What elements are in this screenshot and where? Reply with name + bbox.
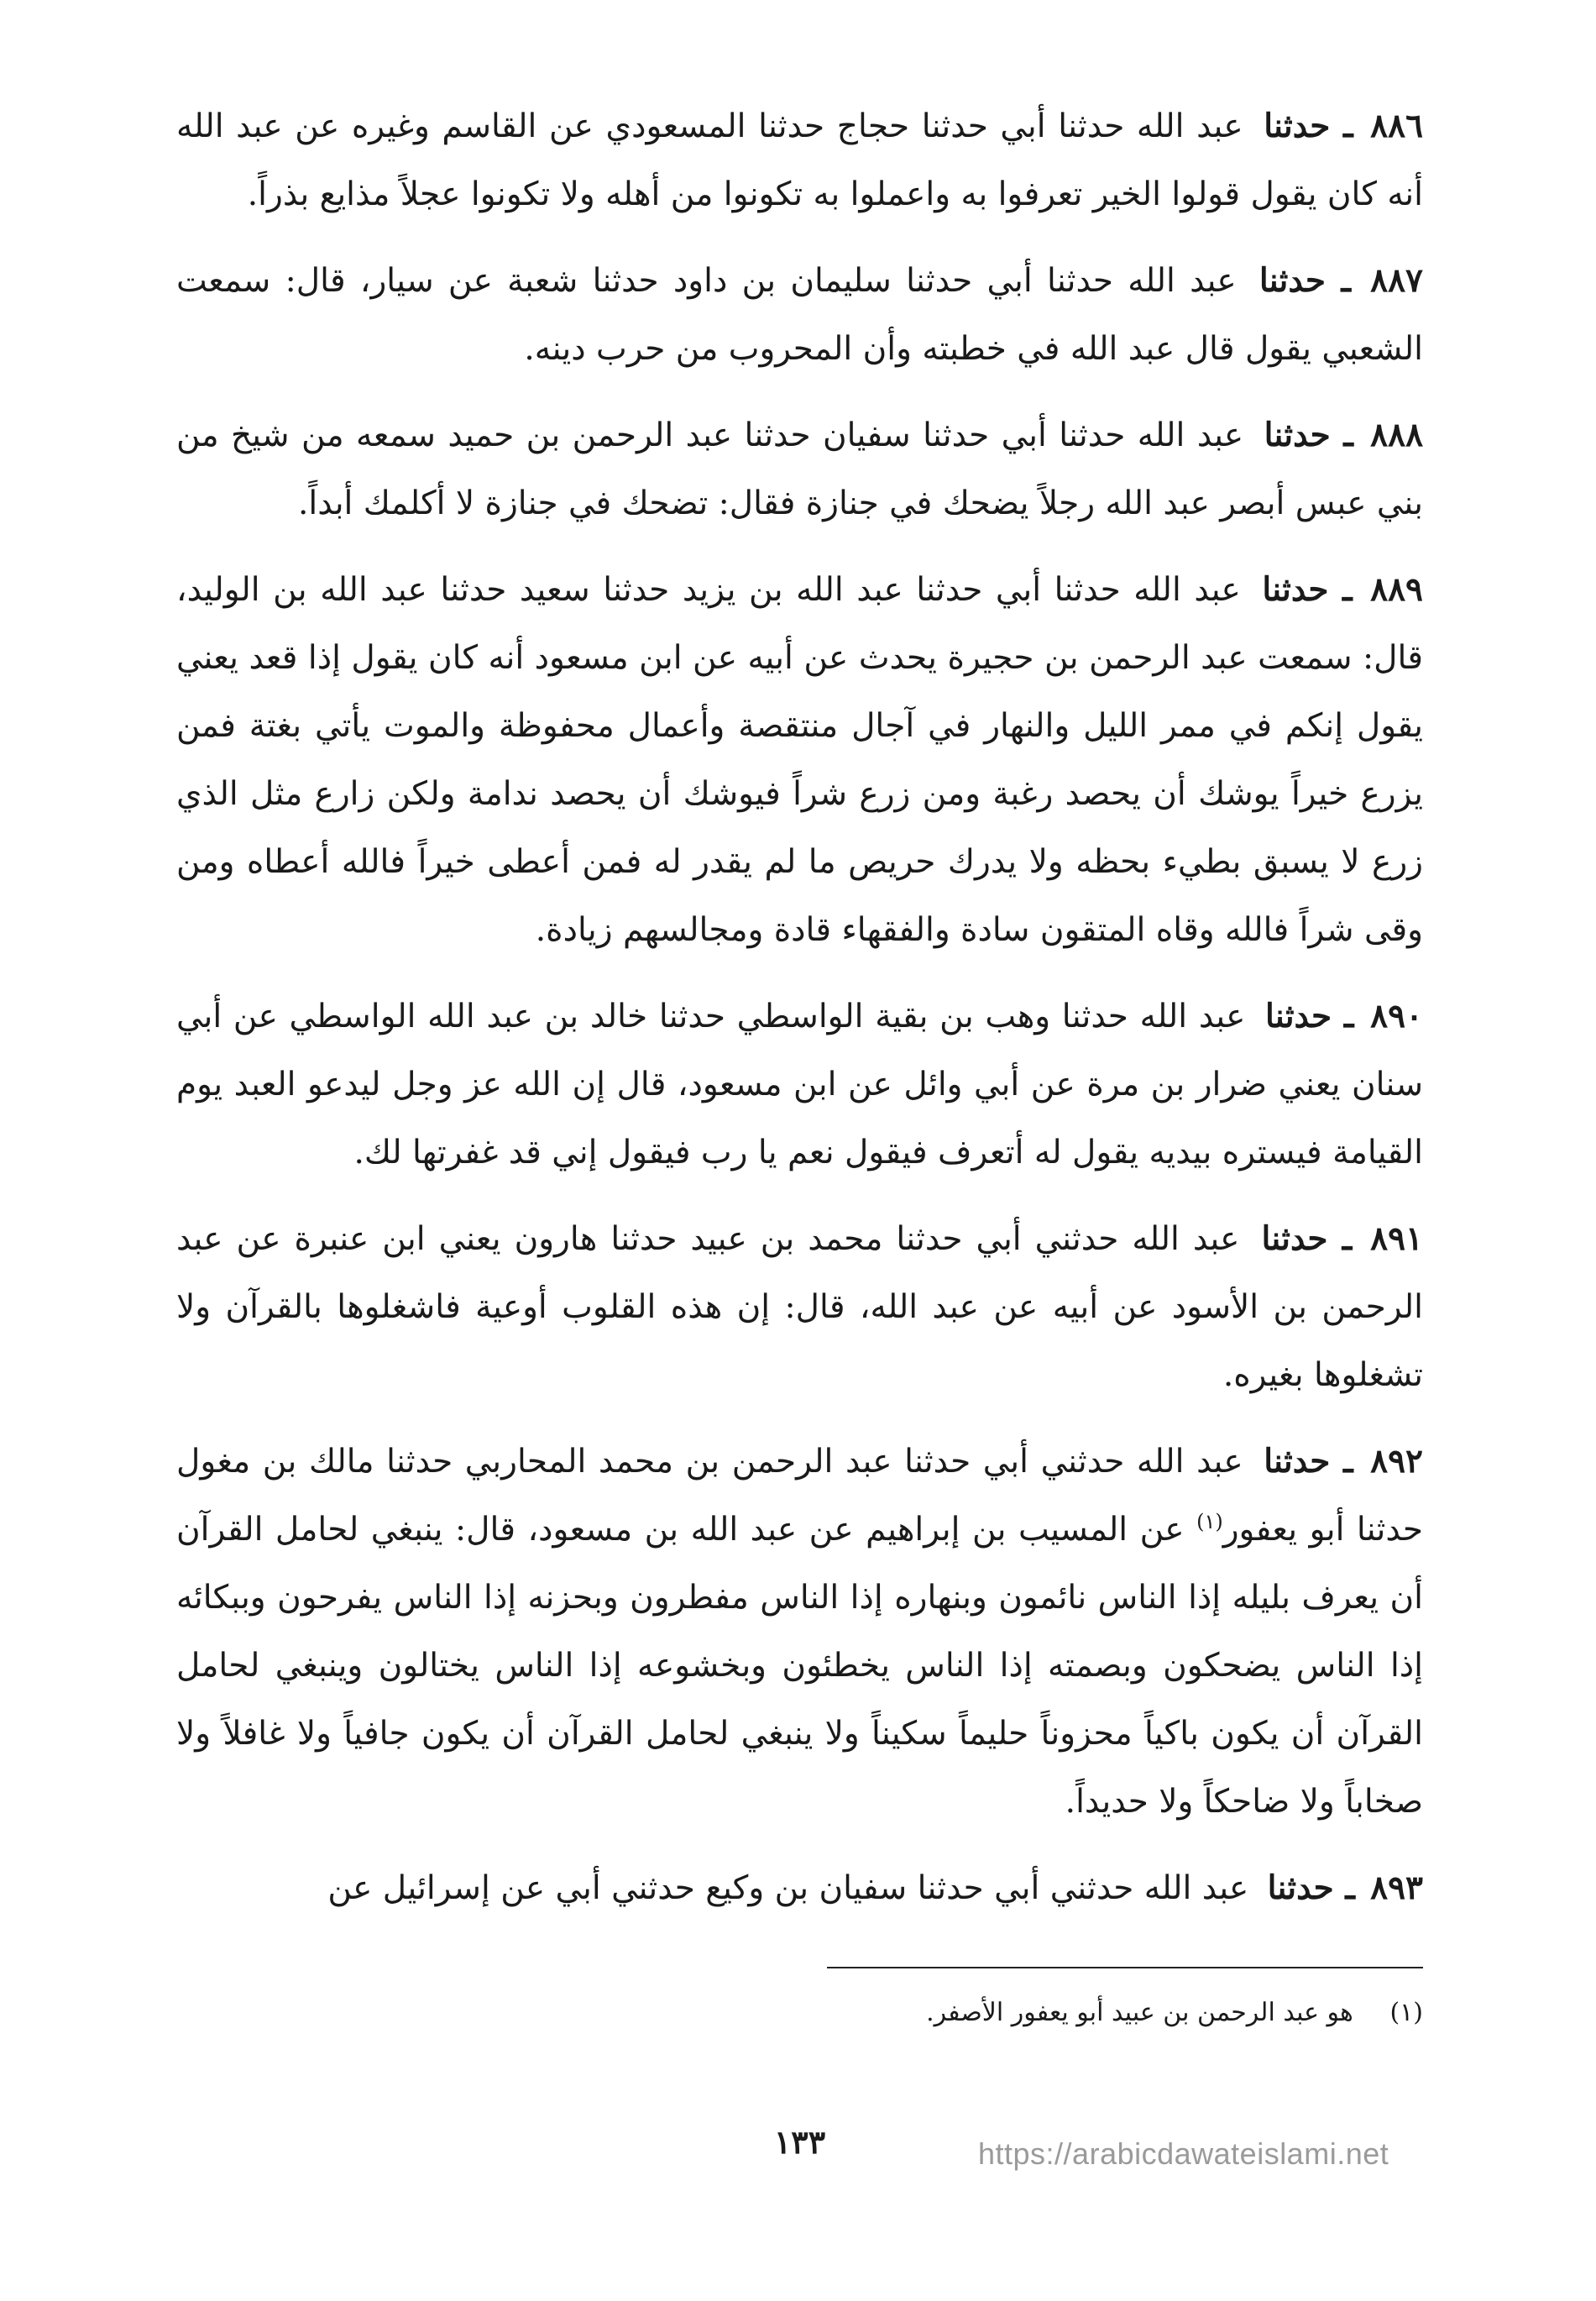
footnote-reference: (١) [1196,1510,1223,1533]
entry-number: ٨٨٩ [1370,570,1423,609]
entry-text: عبد الله حدثني أبي حدثنا عبد الرحمن بن محمد المحاربي حدثنا مالك بن مغول حدثنا أبو يعفور [176,1443,1423,1549]
entry-lead: ـ حدثنا [1264,107,1353,145]
entry-text: عبد الله حدثني أبي حدثنا محمد بن عبيد حدثنا هارون يعني ابن عنبرة عن عبد الرحمن بن الأسود عن أبيه عن عبد الله، قال: إن هذه القلوب أوعية فاشغلوها بالقرآن ولا تشغلوها بغيره. [176,1220,1423,1394]
entry-number: ٨٩١ [1370,1219,1423,1258]
entry-text: عبد الله حدثنا أبي حدثنا عبد الله بن يزيد حدثنا سعيد حدثنا عبد الله بن الوليد، قال: سمعت عبد الرحمن بن حجيرة يحدث عن أبيه عن ابن مسعود أنه كان يقول إذا قعد يعني يقول إنكم في ممر الليل والنهار في آجال منتقصة وأعمال محفوظة والموت يأتي بغتة فمن يزرع خيراً يوشك أن يحصد رغبة ومن زرع شراً فيوشك أن يحصد ندامة ولكن زارع مثل الذي زرع لا يسبق بطيء بحظه ولا يدرك حريص ما لم يقدر له فمن أعطى خيراً فالله أعطاه ومن وقى شراً فالله وقاه المتقون سادة والفقهاء قادة ومجالسهم زيادة. [176,571,1423,949]
entry-number: ٨٩٢ [1370,1442,1423,1481]
entry-text: عبد الله حدثنا أبي حدثنا حجاج حدثنا المسعودي عن القاسم وغيره عن عبد الله أنه كان يقول قولوا الخير تعرفوا به واعملوا به تكونوا من أهله ولا تكونوا عجلاً مذايع بذراً. [176,107,1423,213]
entry-lead: ـ حدثنا [1261,1219,1353,1258]
entry-number: ٨٨٦ [1370,107,1424,145]
entry-number: ٨٨٨ [1370,416,1424,454]
entry-lead: ـ حدثنا [1264,416,1353,454]
hadith-entry-886 [176,92,1423,228]
hadith-entry-893 [176,1854,1423,1922]
footnote-mark: (١) [1389,1998,1423,2027]
entry-lead: ـ حدثنا [1264,1442,1353,1481]
hadith-entry-892 [176,1428,1423,1836]
entry-text: عبد الله حدثنا وهب بن بقية الواسطي حدثنا خالد بن عبد الله الواسطي عن أبي سنان يعني ضرار بن مرة عن أبي وائل عن ابن مسعود، قال إن الله عز وجل ليدعو العبد يوم القيامة فيستره بيديه يقول له أتعرف فيقول نعم يا رب فيقول إني قد غفرتها لك. [176,998,1423,1171]
entry-lead: ـ حدثنا [1267,1869,1355,1907]
book-page [176,92,1423,2209]
hadith-entry-891 [176,1205,1423,1409]
entry-lead: ـ حدثنا [1258,261,1351,300]
entry-number: ٨٩٠ [1370,997,1423,1035]
footnote-divider [827,1967,1423,1968]
footnote-text: هو عبد الرحمن بن عبيد أبو يعفور الأصفر. [926,1998,1353,2027]
entry-lead: ـ حدثنا [1262,570,1353,609]
entry-number: ٨٩٣ [1370,1869,1423,1907]
entry-number: ٨٨٧ [1370,261,1423,300]
entry-text: عبد الله حدثنا أبي حدثنا سفيان حدثنا عبد الرحمن بن حميد سمعه من شيخ من بني عبس أبصر عبد الله رجلاً يضحك في جنازة فقال: تضحك في جنازة لا أكلمك أبداً. [176,417,1423,522]
entry-lead: ـ حدثنا [1265,997,1354,1035]
hadith-entry-890 [176,983,1423,1187]
hadith-entry-889 [176,556,1423,964]
page-number: ١٣٣ [773,2123,826,2161]
entry-text: عبد الله حدثنا أبي حدثنا سليمان بن داود حدثنا شعبة عن سيار، قال: سمعت الشعبي يقول قال عبد الله في خطبته وأن المحروب من حرب دينه. [176,262,1423,368]
entry-text-continued: عن المسيب بن إبراهيم عن عبد الله بن مسعود، قال: ينبغي لحامل القرآن أن يعرف بليله إذا الناس نائمون وبنهاره إذا الناس مفطرون وبحزنه إذا الناس يفرحون وببكائه إذا الناس يضحكون وبصمته إذا الناس يخطئون وبخشوعه إذا الناس يختالون وينبغي لحامل القرآن أن يكون باكياً محزوناً حليماً سكيناً ولا ينبغي لحامل القرآن أن يكون جافياً ولا غافلاً ولا صخاباً ولا ضاحكاً ولا حديداً. [176,1511,1423,1821]
entry-text: عبد الله حدثني أبي حدثنا سفيان بن وكيع حدثني أبي عن إسرائيل عن [327,1869,1249,1907]
watermark-url: https://arabicdawateislami.net [978,2136,1389,2171]
hadith-entry-887 [176,247,1423,383]
footnote [176,1992,1423,2034]
hadith-entry-888 [176,401,1423,537]
